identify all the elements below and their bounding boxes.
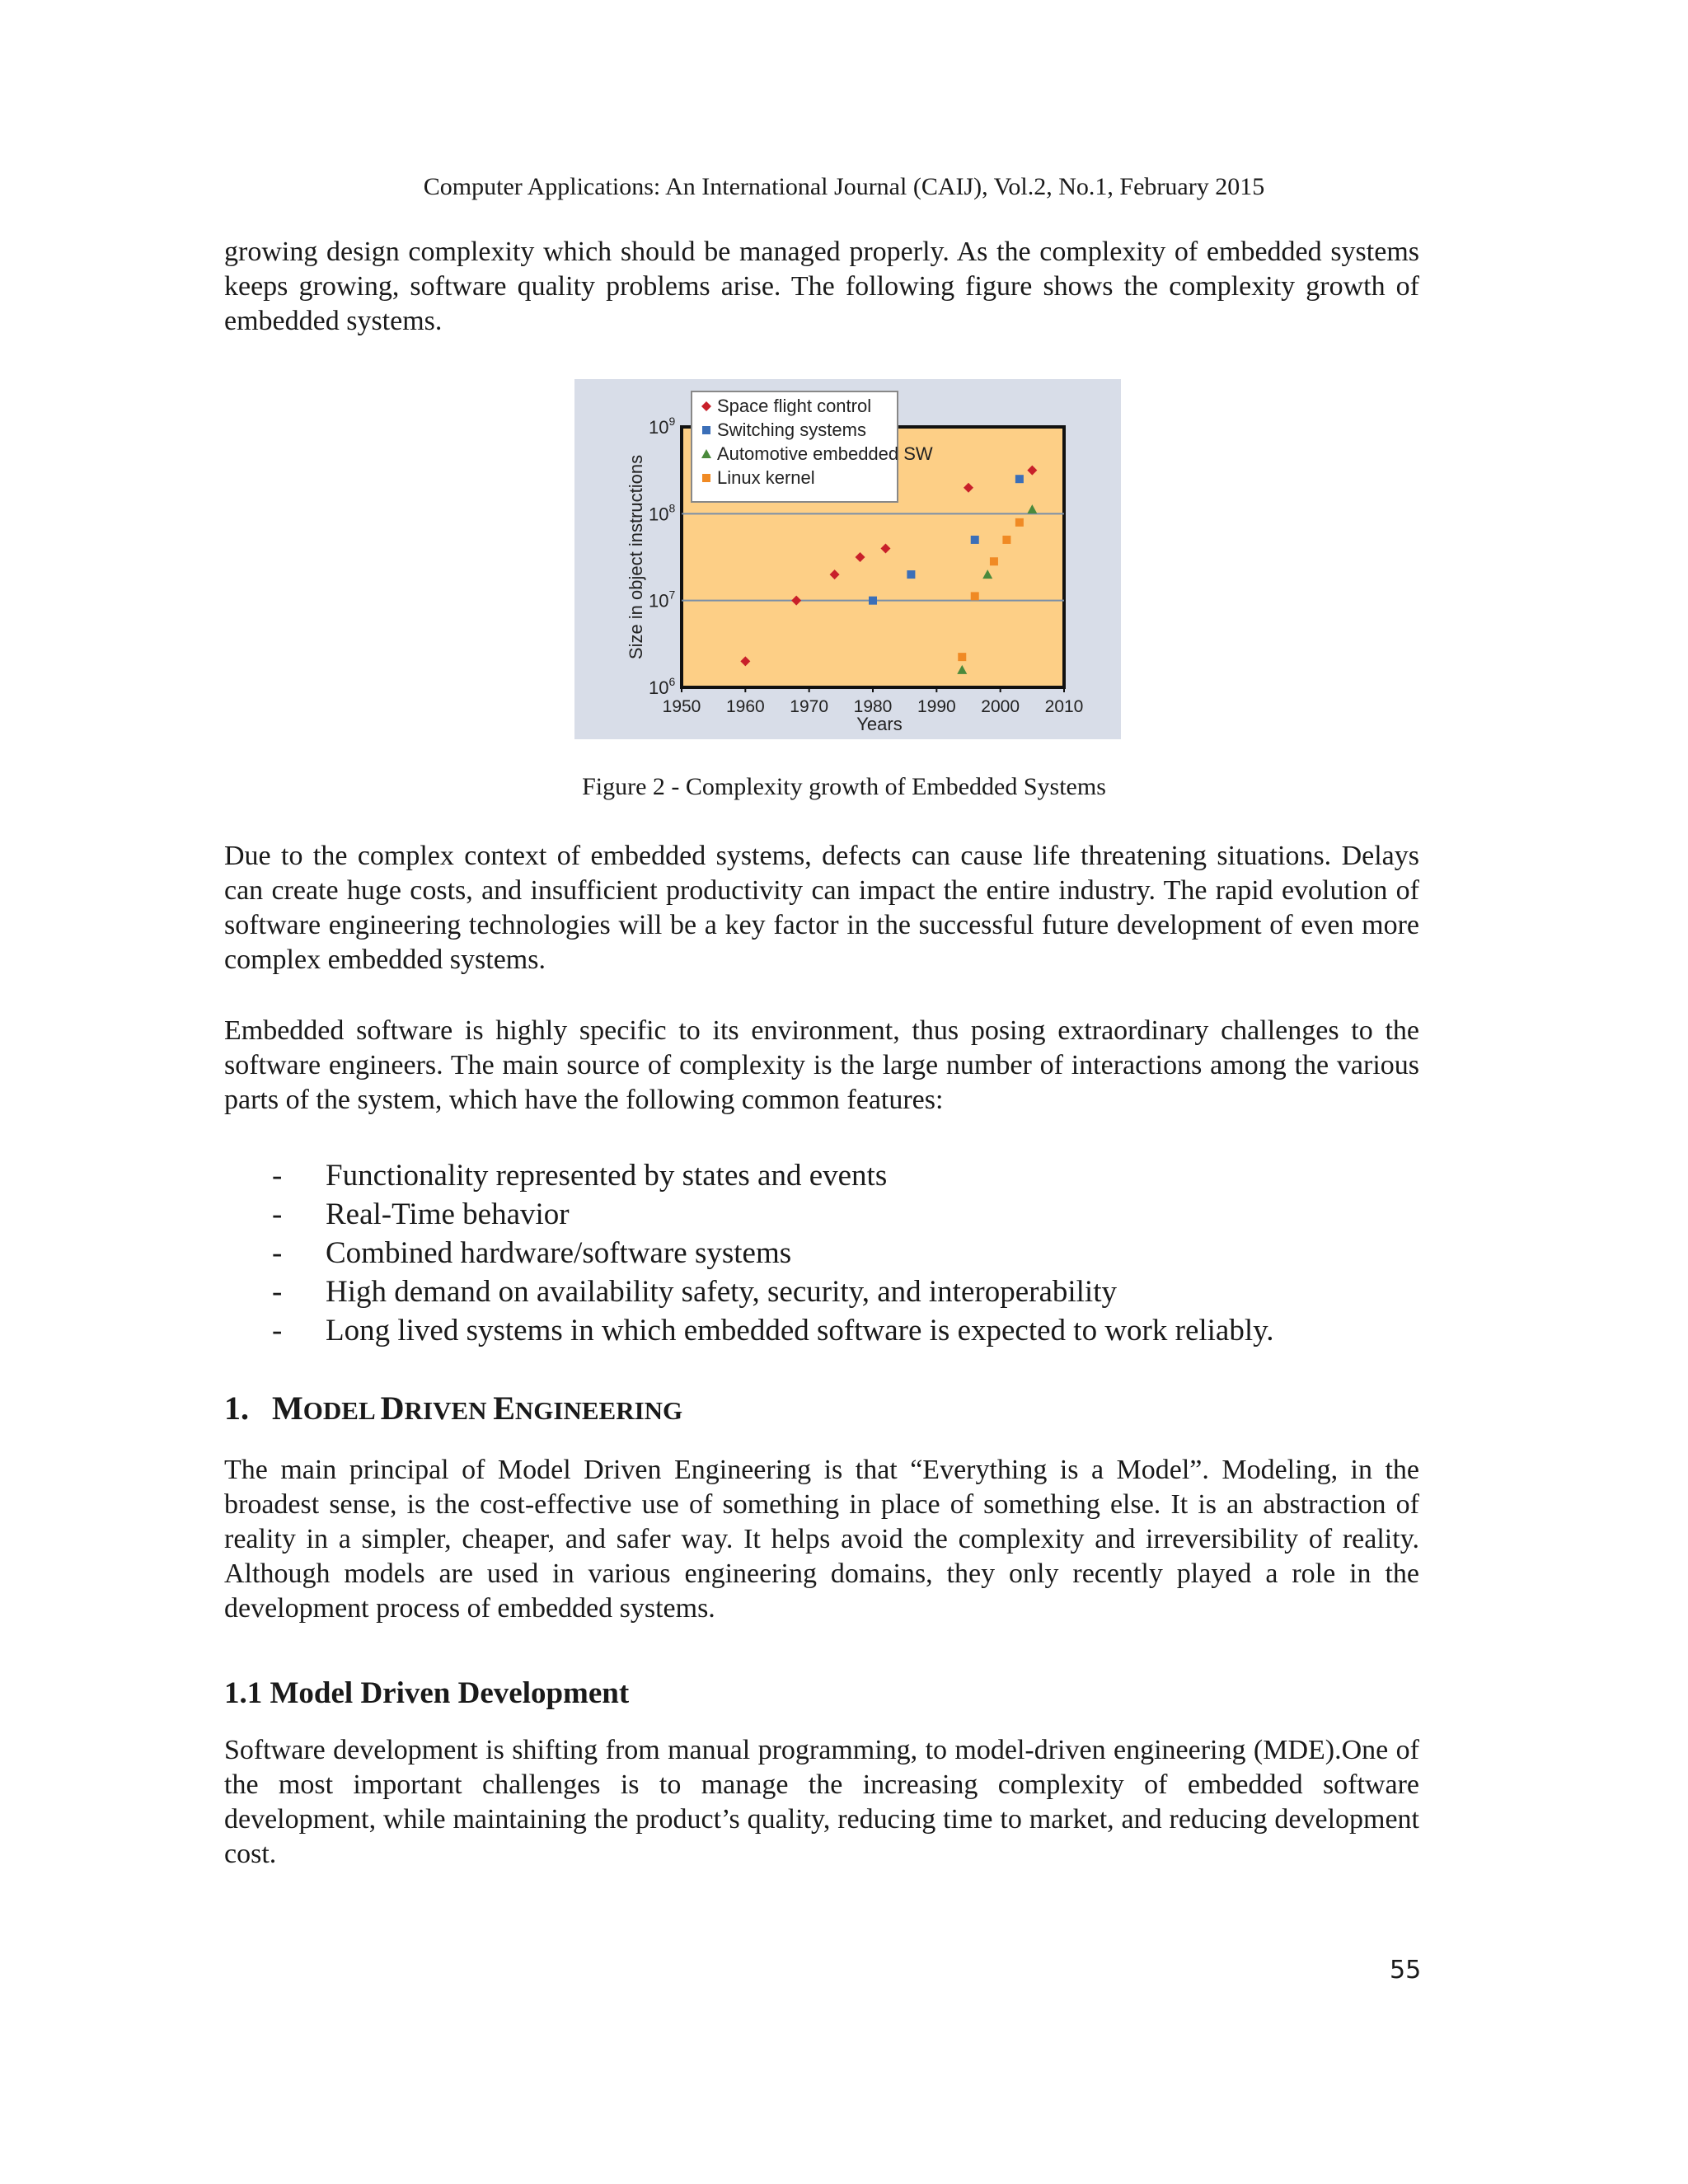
data-point-linux-kernel: [971, 592, 979, 600]
bullet-marker: -: [272, 1275, 283, 1309]
data-point-linux-kernel: [1002, 536, 1010, 544]
x-tick-label: 1980: [853, 697, 893, 716]
data-point-switching-systems: [907, 570, 915, 579]
list-item: - Long lived systems in which embedded software is expected to work reliably.: [272, 1311, 1508, 1350]
list-item: - Functionality represented by states and events: [272, 1156, 1508, 1195]
figure-caption: Figure 2 - Complexity growth of Embedded Systems: [582, 773, 1106, 800]
y-tick-label: $10^9$: [649, 415, 676, 438]
bullet-marker: -: [272, 1314, 283, 1347]
section-heading-model-driven-engineering: 1. MODEL DRIVEN ENGINEERING: [224, 1390, 683, 1427]
legend-marker: [702, 474, 710, 482]
x-tick-label: 1990: [917, 697, 956, 716]
legend-label: Linux kernel: [717, 467, 815, 488]
x-tick-label: 1950: [662, 697, 701, 716]
x-tick-label: 1960: [725, 697, 765, 716]
legend-label: Switching systems: [717, 419, 866, 440]
data-point-switching-systems: [971, 536, 979, 544]
figure-complexity-chart: [574, 379, 1121, 739]
list-item: - High demand on availability safety, security, and interoperability: [272, 1272, 1508, 1311]
feature-list: [272, 1156, 1508, 1350]
page-number: 55: [1390, 1956, 1422, 1985]
bullet-marker: -: [272, 1197, 283, 1231]
subsection-heading-model-driven-development: 1.1 Model Driven Development: [224, 1676, 630, 1710]
chart-legend: [692, 391, 933, 502]
intro-paragraph: growing design complexity which should be managed properly. As the complexity of embedded systems keeps growing, software quality problems arise. The following figure shows the complexity growth of embedded systems.: [224, 237, 1419, 336]
y-axis-label: Size in object instructions: [626, 454, 646, 660]
data-point-linux-kernel: [958, 653, 966, 661]
x-axis-label: Years: [856, 714, 903, 734]
x-tick-label: 2000: [981, 697, 1020, 716]
bullet-marker: -: [272, 1159, 283, 1193]
x-tick-label: 2010: [1044, 697, 1084, 716]
paragraph-mdd: Software development is shifting from manual programming, to model-driven engineering (MDE).One of the most important challenges is to manage the increasing complexity of embedded software development, while maintaining the product’s quality, reducing time to market, and reducing development cost.: [224, 1735, 1419, 1869]
data-point-switching-systems: [869, 597, 877, 605]
paragraph-complex-context: Due to the complex context of embedded systems, defects can cause life threatening situations. Delays can create huge costs, and insufficient productivity can impact the entire industry. The rapid evolution of software engineering technologies will be a key factor in the successful future development of even more complex embedded systems.: [224, 841, 1419, 975]
legend-label: Space flight control: [717, 396, 872, 416]
legend-label: Automotive embedded SW: [717, 443, 933, 464]
list-item: - Real-Time behavior: [272, 1195, 1508, 1234]
y-tick-label: $10^8$: [649, 501, 676, 525]
running-header: Computer Applications: An International Journal (CAIJ), Vol.2, No.1, February 2015: [423, 173, 1265, 200]
data-point-linux-kernel: [990, 557, 998, 565]
x-tick-label: 1970: [790, 697, 829, 716]
paragraph-embedded-software: Embedded software is highly specific to its environment, thus posing extraordinary challenges to the software engineers. The main source of complexity is the large number of interactions among the various parts of the system, which have the following common features:: [224, 1015, 1419, 1115]
y-tick-label: $10^7$: [649, 588, 676, 612]
paragraph-mde-principle: The main principal of Model Driven Engineering is that “Everything is a Model”. Modeling, in the broadest sense, is the cost-effective use of something in place of something else. It is an abstraction of reality in a simpler, cheaper, and safer way. It helps avoid the complexity and irreversibility of reality. Although models are used in various engineering domains, they only recently played a role in the development process of embedded systems.: [224, 1455, 1419, 1624]
bullet-marker: -: [272, 1236, 283, 1270]
data-point-switching-systems: [1015, 475, 1024, 483]
list-item: - Combined hardware/software systems: [272, 1234, 1508, 1272]
legend-marker: [702, 426, 710, 434]
complexity-scatter-chart: [574, 379, 1121, 739]
y-tick-label: $10^6$: [649, 675, 676, 698]
data-point-linux-kernel: [1015, 518, 1024, 527]
